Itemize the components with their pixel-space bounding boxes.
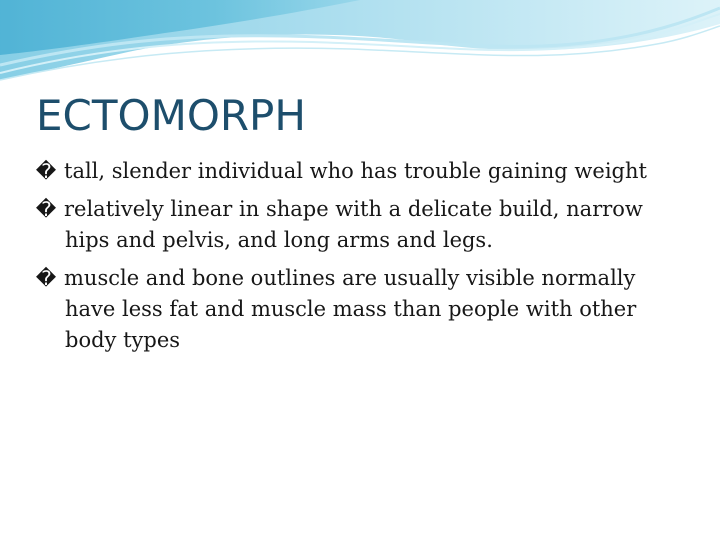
bullet-item-muscle-bone bbox=[34, 263, 684, 356]
bullet-item-tall-slender bbox=[34, 156, 684, 187]
bullet-text: tall, slender individual who has trouble gaining weight bbox=[64, 159, 647, 183]
bullet-marker-icon: � bbox=[35, 159, 57, 183]
slide-title: ECTOMORPH bbox=[36, 91, 306, 140]
bullet-list bbox=[34, 156, 684, 363]
header-wave-decoration bbox=[0, 0, 720, 92]
bullet-text: relatively linear in shape with a delicate build, narrow hips and pelvis, and long arms and legs. bbox=[64, 197, 643, 252]
bullet-marker-icon: � bbox=[35, 197, 57, 221]
bullet-marker-icon: � bbox=[35, 266, 57, 290]
bullet-item-linear-shape bbox=[34, 194, 684, 256]
bullet-text: muscle and bone outlines are usually visible normally have less fat and muscle mass than people with other body types bbox=[64, 266, 637, 352]
